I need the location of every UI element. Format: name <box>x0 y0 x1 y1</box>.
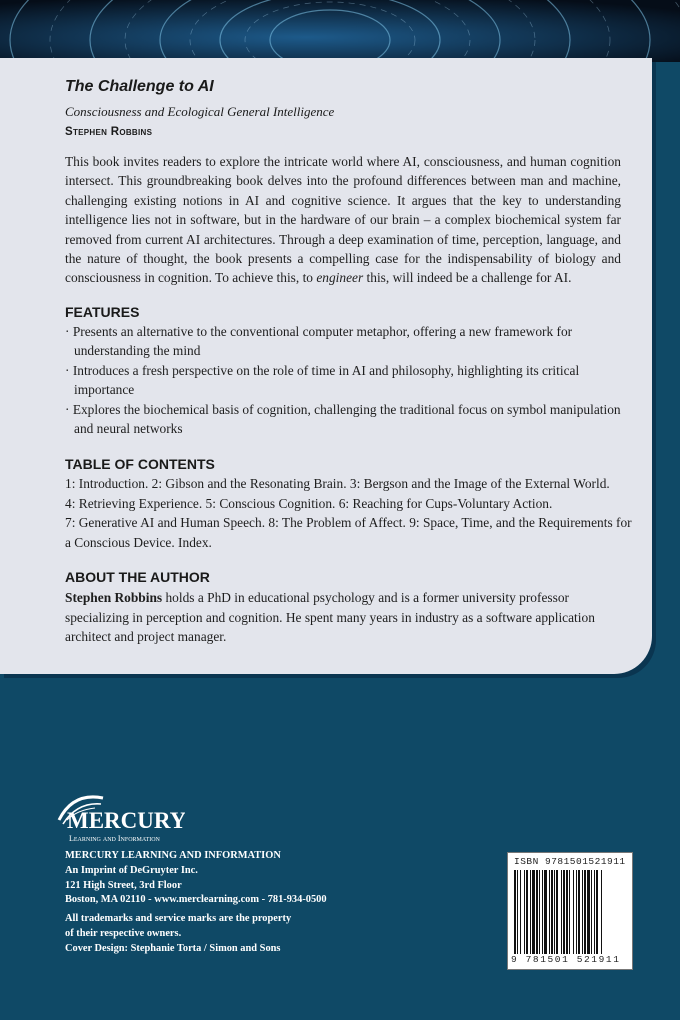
logo-tagline: Learning and Information <box>69 834 160 843</box>
publisher-street: 121 High Street, 3rd Floor <box>65 879 182 891</box>
table-of-contents <box>65 474 635 552</box>
toc-line: 1: Introduction. 2: Gibson and the Resonating Brain. 3: Bergson and the Image of the External World. <box>65 476 610 491</box>
book-title: The Challenge to AI <box>65 78 214 95</box>
cover-design-credit: Cover Design: Stephanie Torta / Simon and Sons <box>65 942 281 954</box>
toc-heading: TABLE OF CONTENTS <box>65 456 215 472</box>
trademark-notice: All trademarks and service marks are the property of their respective owners. Cover Design: Stephanie Torta / Simon and Sons <box>65 912 291 956</box>
publisher-imprint: An Imprint of DeGruyter Inc. <box>65 864 198 876</box>
isbn-number: 9 781501 521911 <box>511 954 621 965</box>
publisher-name: MERCURY LEARNING AND INFORMATION <box>65 850 281 861</box>
publisher-info <box>65 849 327 908</box>
barcode-bars-icon <box>514 870 626 954</box>
book-description: This book invites readers to explore the intricate world where AI, consciousness, and human cognition intersect. This groundbreaking book delves into the profound differences between man and machine, challenging existing notions in AI and cognitive science. It argues that the key to understanding intelligence lies not in software, but in the hardware of our brain – a complex biochemical system far removed from current AI architectures. Through a deep examination of time, perception, language, and the nature of thought, the book presents a compelling case for the indispensability of biology and consciousness in cognition. To achieve this, to engineer this, will indeed be a challenge for AI. <box>65 154 621 286</box>
list-item: · Presents an alternative to the conventional computer metaphor, offering a new framework for understanding the mind <box>65 322 625 361</box>
features-heading: FEATURES <box>65 304 140 320</box>
toc-line: 7: Generative AI and Human Speech. 8: The Problem of Affect. 9: Space, Time, and the Requirements for a Conscious Device. Index. <box>65 515 632 550</box>
isbn-barcode <box>507 852 633 970</box>
cover-art-band <box>0 0 680 62</box>
logo-wordmark: MERCURY <box>67 808 185 833</box>
publisher-logo <box>55 790 185 846</box>
book-author: Stephen Robbins <box>65 126 153 138</box>
list-item: · Explores the biochemical basis of cognition, challenging the traditional focus on symbol manipulation and neural networks <box>65 400 625 439</box>
list-item: · Introduces a fresh perspective on the role of time in AI and philosophy, highlighting its critical importance <box>65 361 625 400</box>
mercury-swoosh-icon <box>55 790 185 846</box>
features-list <box>65 322 625 438</box>
toc-line: 4: Retrieving Experience. 5: Conscious Cognition. 6: Reaching for Cups-Voluntary Action. <box>65 495 553 511</box>
book-subtitle: Consciousness and Ecological General Intelligence <box>65 104 335 119</box>
about-heading: ABOUT THE AUTHOR <box>65 569 210 585</box>
publisher-contact: Boston, MA 02110 - www.merclearning.com - 781-934-0500 <box>65 894 327 906</box>
author-name: Stephen Robbins <box>65 590 163 605</box>
about-author-text: Stephen Robbins holds a PhD in educational psychology and is a former university professor specializing in perception and cognition. He spent many years in industry as a software application architect and project manager. <box>65 590 595 644</box>
isbn-label: ISBN 9781501521911 <box>514 856 626 867</box>
